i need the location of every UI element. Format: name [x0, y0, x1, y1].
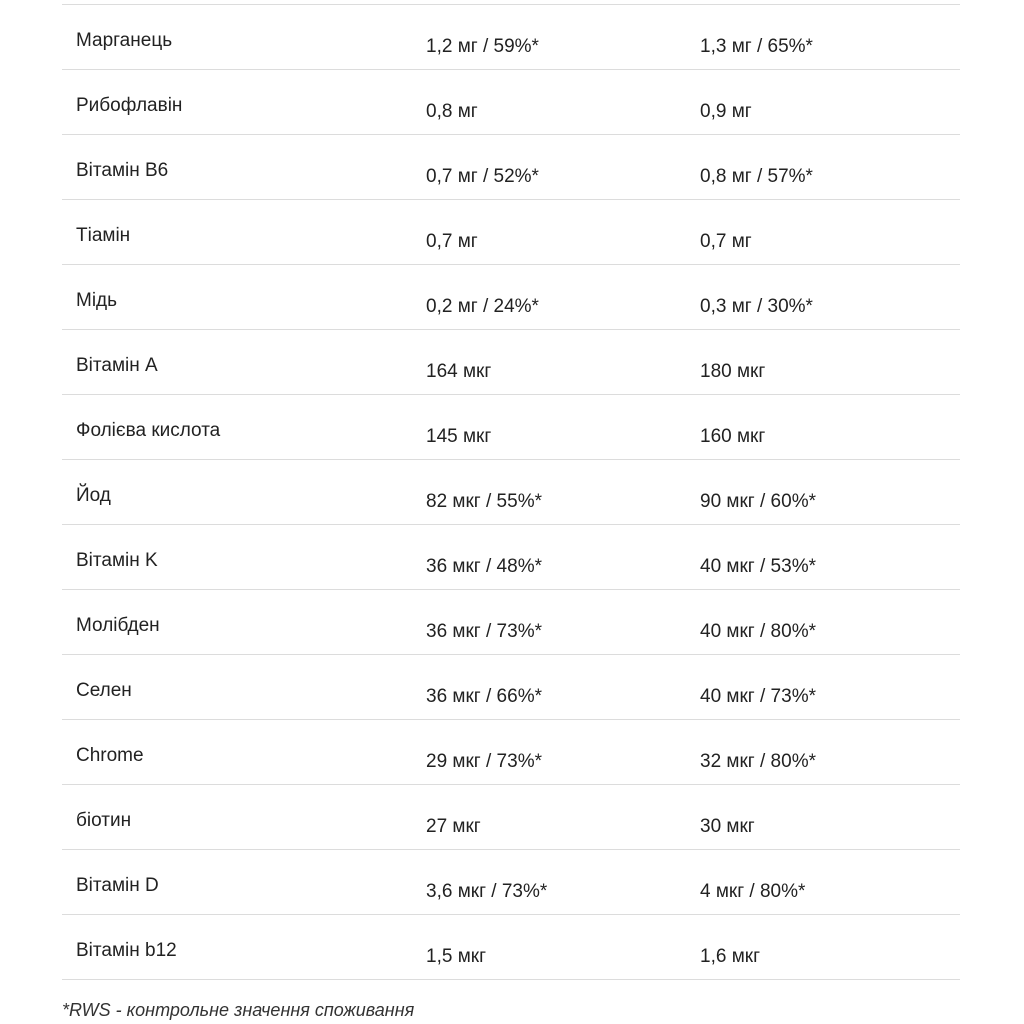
nutrient-name: Селен: [76, 680, 132, 701]
nutrient-amount-1: 3,6 мкг / 73%*: [426, 881, 548, 902]
nutrient-amount-2: 40 мкг / 80%*: [700, 621, 816, 642]
nutrient-amount-1: 0,8 мг: [426, 101, 478, 122]
nutrient-amount-2: 32 мкг / 80%*: [700, 751, 816, 772]
nutrient-table: [62, 0, 960, 980]
nutrient-name: Вітамін A: [76, 355, 158, 376]
nutrient-amount-2: 0,8 мг / 57%*: [700, 166, 813, 187]
nutrient-amount-1: 82 мкг / 55%*: [426, 491, 542, 512]
nutrient-amount-1: 1,5 мкг: [426, 946, 486, 967]
table-row: [62, 720, 960, 785]
nutrient-amount-2: 0,7 мг: [700, 231, 752, 252]
table-row: [62, 200, 960, 265]
table-row: [62, 590, 960, 655]
nutrient-amount-2: 30 мкг: [700, 816, 755, 837]
nutrient-amount-2: 40 мкг / 73%*: [700, 686, 816, 707]
nutrient-name: Йод: [76, 485, 111, 506]
nutrient-amount-2: 0,9 мг: [700, 101, 752, 122]
nutrient-name: Марганець: [76, 30, 173, 51]
nutrient-amount-1: 0,2 мг / 24%*: [426, 296, 539, 317]
nutrient-amount-2: 180 мкг: [700, 361, 766, 382]
table-row: [62, 460, 960, 525]
table-row: [62, 850, 960, 915]
table-row: [62, 785, 960, 850]
nutrient-amount-2: 4 мкг / 80%*: [700, 881, 806, 902]
nutrient-amount-1: 0,7 мг: [426, 231, 478, 252]
nutrient-amount-1: 36 мкг / 73%*: [426, 621, 542, 642]
table-row: [62, 655, 960, 720]
nutrient-name: Мідь: [76, 290, 118, 311]
table-row: [62, 135, 960, 200]
table-row: [62, 70, 960, 135]
nutrient-amount-1: 27 мкг: [426, 816, 481, 837]
nutrient-name: Вітамін b12: [76, 940, 177, 961]
table-row: [62, 5, 960, 70]
nutrient-amount-1: 164 мкг: [426, 361, 492, 382]
nutrient-name: Вітамін B6: [76, 160, 169, 181]
nutrient-name: Тіамін: [76, 225, 131, 246]
table-body: [62, 5, 960, 980]
nutrient-amount-1: 0,7 мг / 52%*: [426, 166, 539, 187]
nutrient-amount-2: 1,3 мг / 65%*: [700, 36, 813, 57]
nutrient-amount-1: 1,2 мг / 59%*: [426, 36, 539, 57]
nutrient-name: Вітамін D: [76, 875, 159, 896]
nutrient-amount-2: 160 мкг: [700, 426, 766, 447]
nutrient-amount-1: 36 мкг / 66%*: [426, 686, 542, 707]
nutrient-amount-1: 29 мкг / 73%*: [426, 751, 542, 772]
table-row: [62, 525, 960, 590]
nutrient-amount-1: 145 мкг: [426, 426, 492, 447]
nutrient-amount-2: 1,6 мкг: [700, 946, 760, 967]
table-row: [62, 915, 960, 980]
table-row: [62, 265, 960, 330]
nutrient-name: біотин: [76, 810, 132, 831]
nutrient-amount-2: 0,3 мг / 30%*: [700, 296, 813, 317]
table-row: [62, 330, 960, 395]
nutrient-name: Рибофлавін: [76, 95, 183, 116]
nutrient-amount-1: 36 мкг / 48%*: [426, 556, 542, 577]
nutrient-amount-2: 40 мкг / 53%*: [700, 556, 816, 577]
nutrient-name: Chrome: [76, 745, 144, 766]
nutrient-name: Фолієва кислота: [76, 420, 221, 441]
nutrient-name: Вітамін K: [76, 550, 158, 571]
table-row: [62, 395, 960, 460]
nutrient-name: Молібден: [76, 615, 160, 636]
nutrient-amount-2: 90 мкг / 60%*: [700, 491, 816, 512]
footnote: *RWS - контрольне значення споживання: [62, 1000, 415, 1020]
